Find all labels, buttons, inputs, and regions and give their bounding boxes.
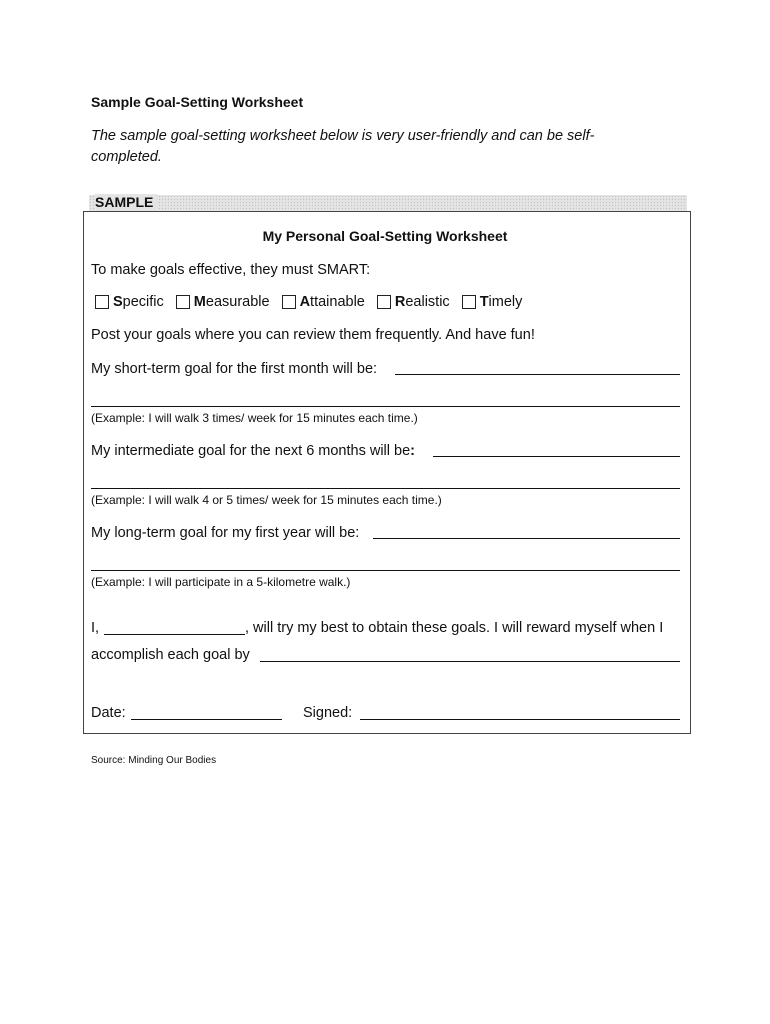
checkbox-measurable[interactable]	[176, 295, 190, 309]
checkbox-realistic[interactable]	[377, 295, 391, 309]
intermediate-goal-label	[91, 443, 415, 459]
date-line[interactable]	[131, 719, 282, 720]
date-label: Date:	[91, 705, 126, 721]
signed-label: Signed:	[303, 705, 353, 721]
smart-letter: T	[479, 294, 489, 310]
intermediate-goal-colon: :	[410, 443, 415, 459]
long-term-goal-line-1[interactable]	[373, 538, 680, 539]
smart-checklist	[95, 294, 534, 310]
intermediate-goal-text: My intermediate goal for the next 6 months will be	[91, 443, 411, 459]
smart-intro-text: To make goals effective, they must SMART:	[91, 262, 371, 278]
long-term-goal-example: (Example: I will participate in a 5-kilometre walk.)	[91, 575, 351, 589]
smart-item-realistic[interactable]	[377, 294, 450, 310]
smart-word: easurable	[205, 294, 270, 310]
checkbox-specific[interactable]	[95, 295, 109, 309]
intermediate-goal-line-1[interactable]	[433, 456, 680, 457]
smart-word: ttainable	[310, 294, 365, 310]
smart-word: imely	[488, 294, 523, 310]
worksheet-title: My Personal Goal-Setting Worksheet	[262, 228, 508, 244]
signature-line[interactable]	[360, 719, 680, 720]
sample-label: SAMPLE	[95, 194, 157, 210]
short-term-goal-line-2[interactable]	[91, 406, 680, 407]
smart-item-measurable[interactable]	[176, 294, 270, 310]
smart-item-timely[interactable]	[462, 294, 523, 310]
intermediate-goal-line-2[interactable]	[91, 488, 680, 489]
smart-letter: M	[193, 294, 206, 310]
post-goals-text: Post your goals where you can review them frequently. And have fun!	[91, 327, 535, 343]
intro-text-line-1: The sample goal-setting worksheet below is very user-friendly and can be self-	[91, 128, 595, 144]
smart-letter: S	[113, 294, 123, 310]
pledge-suffix: , will try my best to obtain these goals. I will reward myself when I	[245, 620, 664, 636]
short-term-goal-example: (Example: I will walk 3 times/ week for 15 minutes each time.)	[91, 411, 418, 425]
name-line[interactable]	[104, 634, 245, 635]
source-note: Source: Minding Our Bodies	[91, 755, 217, 766]
reward-label: accomplish each goal by	[91, 647, 250, 663]
smart-word: pecific	[122, 294, 164, 310]
long-term-goal-label: My long-term goal for my first year will be:	[91, 525, 360, 541]
reward-line[interactable]	[260, 661, 680, 662]
smart-letter: A	[299, 294, 311, 310]
short-term-goal-label: My short-term goal for the first month will be:	[91, 361, 378, 377]
document-title: Sample Goal-Setting Worksheet	[91, 94, 304, 110]
smart-item-attainable[interactable]	[282, 294, 365, 310]
checkbox-timely[interactable]	[462, 295, 476, 309]
smart-letter: R	[394, 294, 406, 310]
short-term-goal-line-1[interactable]	[395, 374, 680, 375]
intermediate-goal-example: (Example: I will walk 4 or 5 times/ week for 15 minutes each time.)	[91, 493, 442, 507]
smart-word: ealistic	[405, 294, 450, 310]
pledge-prefix: I,	[91, 620, 100, 636]
checkbox-attainable[interactable]	[282, 295, 296, 309]
smart-item-specific[interactable]	[95, 294, 164, 310]
intro-text-line-2: completed.	[91, 149, 162, 165]
long-term-goal-line-2[interactable]	[91, 570, 680, 571]
sample-header-band	[89, 195, 687, 211]
